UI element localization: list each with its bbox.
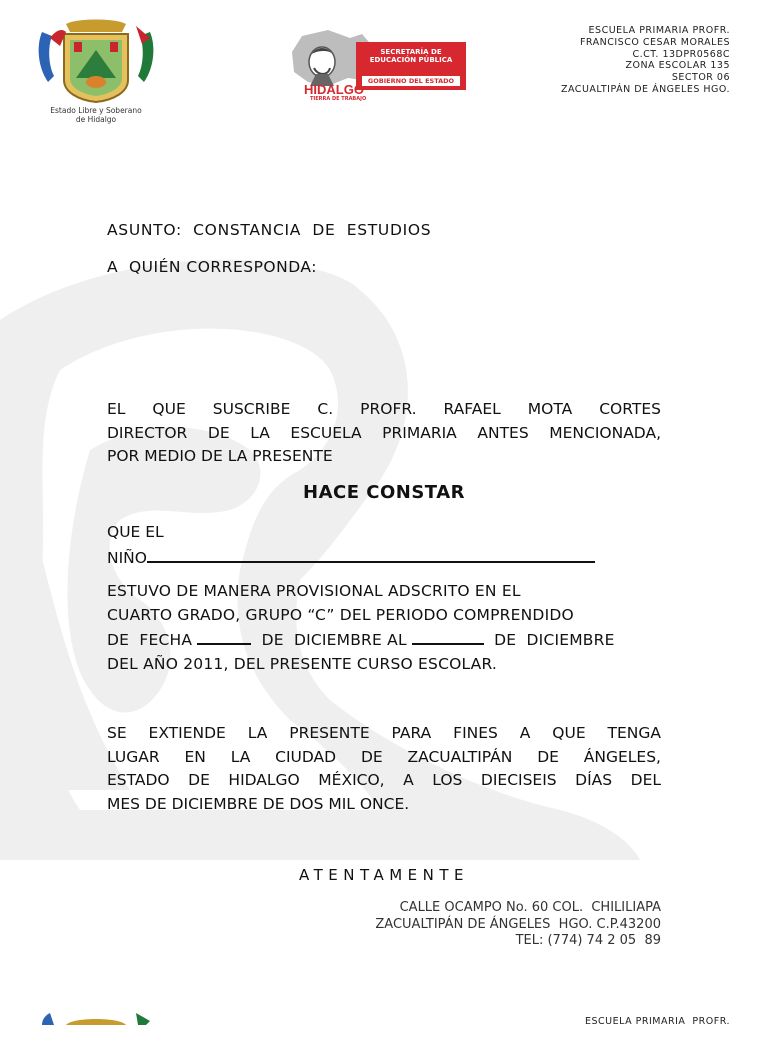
date-line-text: DE DICIEMBRE bbox=[483, 631, 615, 649]
student-name-block bbox=[107, 521, 595, 570]
address-line: CALLE OCAMPO No. 60 COL. CHILILIAPA bbox=[399, 900, 661, 915]
address-line: ZACUALTIPÁN DE ÁNGELES HGO. C.P.43200 bbox=[375, 916, 661, 932]
nino-label: NIÑO bbox=[107, 548, 147, 567]
school-info-line: ZACUALTIPÁN DE ÁNGELES HGO. bbox=[560, 83, 730, 95]
hidalgo-state-seal-icon bbox=[36, 16, 156, 106]
student-name-line bbox=[107, 545, 595, 571]
seal-caption-line: de Hidalgo bbox=[75, 115, 117, 124]
date-line-text: DE FECHA bbox=[107, 631, 198, 649]
school-info-line: C.CT. 13DPR0568C bbox=[632, 48, 730, 60]
school-info-line: SECTOR 06 bbox=[671, 72, 730, 84]
end-date-blank[interactable] bbox=[412, 627, 484, 645]
intro-line: DIRECTOR DE LA ESCUELA PRIMARIA ANTES MENCIONADA, bbox=[107, 423, 661, 442]
subject-line: ASUNTO: CONSTANCIA DE ESTUDIOS bbox=[107, 221, 432, 239]
address-line: TEL: (774) 74 2 05 89 bbox=[515, 933, 661, 948]
closing-line: ESTADO DE HIDALGO MÉXICO, A LOS DIECISEIS DÍAS DEL bbox=[107, 771, 661, 789]
intro-line: POR MEDIO DE LA PRESENTE bbox=[107, 447, 333, 465]
sep-hidalgo-text: HIDALGO bbox=[304, 82, 364, 97]
body-line: ESTUVO DE MANERA PROVISIONAL ADSCRITO EN EL bbox=[107, 582, 521, 600]
school-address bbox=[375, 900, 661, 950]
school-info-block bbox=[561, 25, 730, 96]
body-line: CUARTO GRADO, GRUPO “C” DEL PERIODO COMPRENDIDO bbox=[107, 605, 574, 624]
hidalgo-state-seal-icon bbox=[36, 1011, 156, 1025]
closing-line: SE EXTIENDE LA PRESENTE PARA FINES A QUE TENGA bbox=[107, 724, 661, 742]
intro-line: EL QUE SUSCRIBE C. PROFR. RAFAEL MOTA CORTES bbox=[107, 400, 661, 418]
document-heading: HACE CONSTAR bbox=[303, 482, 465, 503]
sep-gobierno-text: GOBIERNO DEL ESTADO bbox=[362, 76, 460, 86]
closing-paragraph bbox=[107, 722, 661, 816]
start-date-blank[interactable] bbox=[197, 627, 251, 645]
que-el-label: QUE EL bbox=[107, 523, 164, 541]
date-line-text: DE DICIEMBRE AL bbox=[251, 631, 412, 649]
school-info-line: ESCUELA PRIMARIA PROFR. bbox=[588, 25, 730, 36]
salutation-line: A QUIÉN CORRESPONDA: bbox=[107, 258, 317, 276]
next-page-seal bbox=[36, 1010, 156, 1040]
closing-line: LUGAR EN LA CIUDAD DE ZACUALTIPÁN DE ÁNGELES, bbox=[107, 747, 661, 766]
body-line: DEL AÑO 2011, DEL PRESENTE CURSO ESCOLAR. bbox=[107, 654, 498, 673]
next-page-school-line: ESCUELA PRIMARIA PROFR. bbox=[585, 1016, 730, 1027]
school-info-line: FRANCISCO CESAR MORALES bbox=[579, 36, 730, 48]
state-seal-caption bbox=[36, 106, 156, 124]
school-info-line: ZONA ESCOLAR 135 bbox=[625, 60, 730, 72]
sep-secretaria-text: SECRETARÍA DE EDUCACIÓN PÚBLICA bbox=[369, 48, 453, 64]
date-line bbox=[107, 627, 661, 653]
seal-caption-line: Estado Libre y Soberano bbox=[50, 106, 142, 115]
closing-line: MES DE DICIEMBRE DE DOS MIL ONCE. bbox=[107, 794, 410, 813]
enrollment-paragraph bbox=[107, 580, 661, 676]
sep-tierra-text: TIERRA DE TRABAJO bbox=[310, 96, 367, 102]
sep-hidalgo-logo bbox=[288, 28, 470, 106]
sign-off: ATENTAMENTE bbox=[299, 866, 469, 884]
state-seal-logo bbox=[36, 16, 156, 128]
intro-paragraph bbox=[107, 398, 661, 469]
student-name-blank[interactable] bbox=[147, 545, 595, 563]
